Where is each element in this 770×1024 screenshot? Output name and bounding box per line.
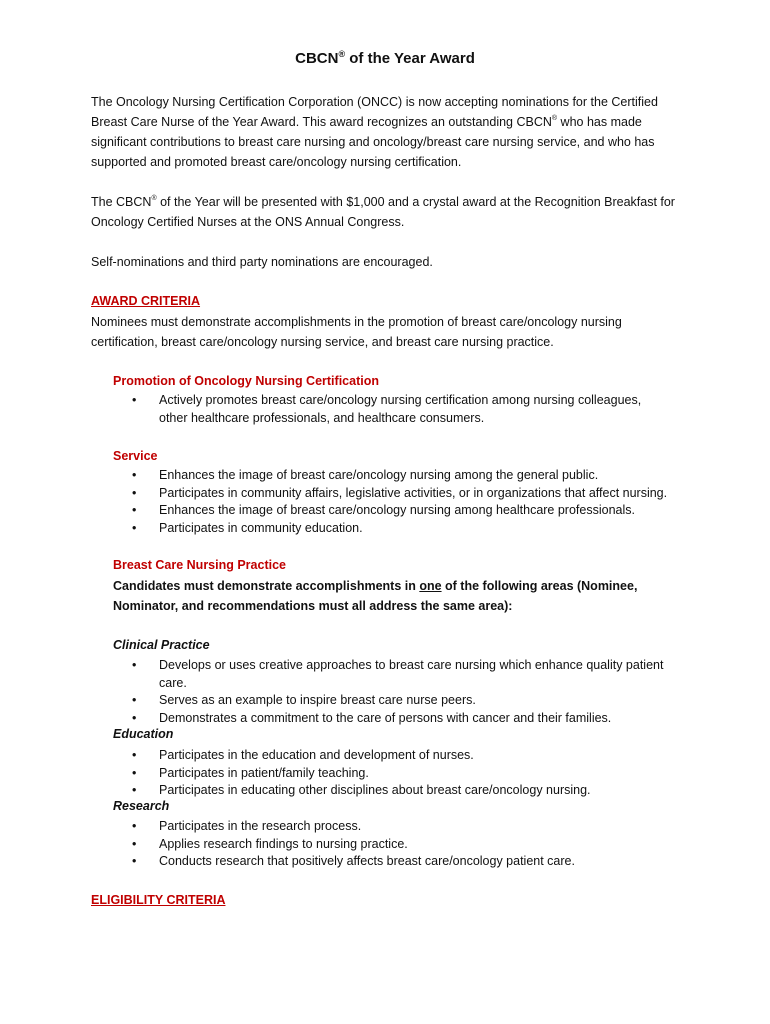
list-item: • Participates in patient/family teaching.	[113, 765, 703, 783]
bullet-icon: •	[132, 819, 137, 833]
award-criteria-text: Nominees must demonstrate accomplishments in the promotion of breast care/oncology nursing certification, breast care/oncology nursing service, and breast care nursing practice.	[91, 315, 622, 349]
bullet-icon: •	[132, 765, 137, 780]
eligibility-heading: ELIGIBILITY CRITERIA	[91, 893, 226, 907]
award-criteria-heading: AWARD CRITERIA	[91, 294, 201, 308]
research-heading: Research	[113, 799, 170, 813]
bullet-icon: •	[132, 710, 137, 725]
clinical-list	[113, 657, 683, 727]
promotion-heading: Promotion of Oncology Nursing Certification	[113, 374, 379, 388]
list-item: • Participates in community affairs, legislative activities, or in organizations that affect nursing.	[113, 485, 703, 503]
bullet-icon: •	[132, 468, 137, 482]
research-list	[113, 818, 703, 871]
list-item: • Participates in the research process.	[113, 818, 703, 836]
intro-paragraph-3: Self-nominations and third party nominations are encouraged.	[91, 255, 433, 269]
bullet-icon: •	[132, 693, 137, 707]
list-item: • Actively promotes breast care/oncology nursing certification among nursing colleagues, other healthcare professionals, and healthcare consumers.	[132, 393, 642, 425]
practice-heading: Breast Care Nursing Practice	[113, 558, 286, 572]
practice-instructions: Candidates must demonstrate accomplishments in one of the following areas (Nominee, Nominator, and recommendations must all address the same area):	[113, 579, 638, 613]
list-item: • Applies research findings to nursing practice.	[113, 836, 703, 854]
list-item: • Participates in community education.	[113, 520, 703, 538]
bullet-icon: •	[132, 503, 137, 517]
education-heading: Education	[113, 727, 174, 741]
intro-paragraph-1: The Oncology Nursing Certification Corporation (ONCC) is now accepting nominations for the Certified Breast Care Nurse of the Year Award. This award recognizes an outstanding CBCN® who has made significant contributions to breast care nursing and oncology/breast care nursing service, and who has supported and promoted breast care/oncology nursing certification.	[91, 95, 658, 169]
intro-paragraph-2: The CBCN® of the Year will be presented with $1,000 and a crystal award at the Recognition Breakfast for Oncology Certified Nurses at the ONS Annual Congress.	[91, 195, 675, 229]
bullet-icon: •	[132, 393, 137, 407]
list-item: • Enhances the image of breast care/oncology nursing among the general public.	[113, 467, 703, 485]
promotion-list	[113, 392, 673, 427]
list-item: • Conducts research that positively affects breast care/oncology patient care.	[113, 853, 703, 871]
bullet-icon: •	[132, 854, 137, 868]
education-list	[113, 747, 703, 800]
service-list	[113, 467, 703, 537]
service-heading: Service	[113, 449, 158, 463]
list-item: • Participates in the education and development of nurses.	[113, 747, 703, 765]
clinical-heading: Clinical Practice	[113, 638, 210, 652]
bullet-icon: •	[132, 520, 137, 535]
list-item: • Develops or uses creative approaches to breast care nursing which enhance quality patient care.	[132, 658, 664, 690]
list-item: • Serves as an example to inspire breast care nurse peers.	[113, 692, 683, 710]
bullet-icon: •	[132, 836, 137, 851]
bullet-icon: •	[132, 485, 137, 500]
list-item: • Enhances the image of breast care/oncology nursing among healthcare professionals.	[113, 502, 703, 520]
list-item: • Participates in educating other disciplines about breast care/oncology nursing.	[113, 782, 703, 800]
page-title: CBCN® of the Year Award	[295, 49, 475, 67]
bullet-icon: •	[132, 658, 137, 672]
bullet-icon: •	[132, 748, 137, 762]
bullet-icon: •	[132, 783, 137, 797]
list-item: • Demonstrates a commitment to the care of persons with cancer and their families.	[113, 710, 683, 728]
